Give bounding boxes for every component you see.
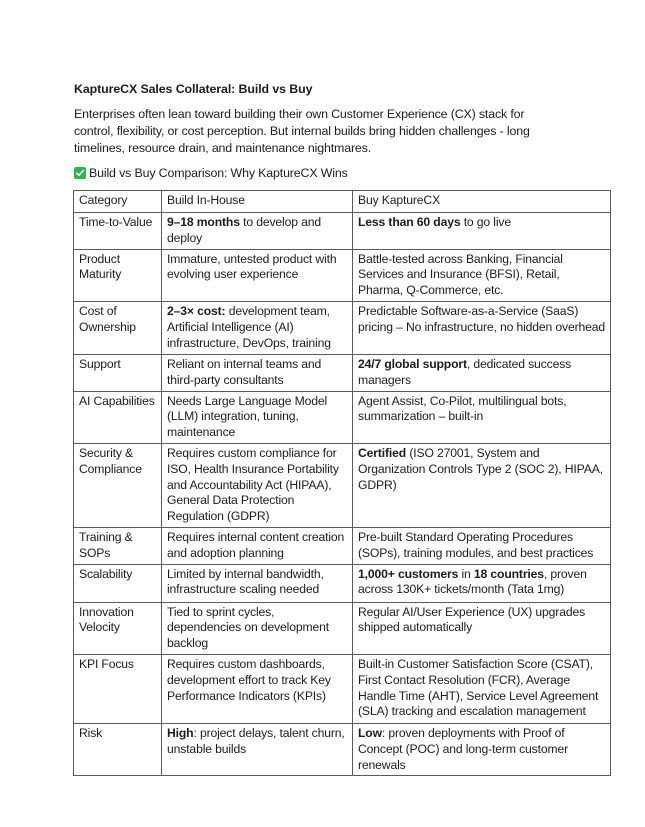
table-row: [74, 723, 611, 775]
cell-text: to develop and deploy: [167, 215, 321, 245]
build-in-house-cell: [162, 602, 353, 654]
header-category: Category: [74, 191, 162, 213]
cell-text: Tied to sprint cycles, dependencies on development backlog: [167, 604, 329, 651]
check-mark-button-icon: [74, 167, 86, 179]
cell-text: : project delays, talent churn, unstable builds: [167, 725, 345, 756]
cell-text: (ISO 27001, System and Organization Controls Type 2 (SOC 2), HIPAA, GDPR): [358, 445, 603, 492]
buy-kapturecx-cell: [353, 354, 611, 391]
table-header-row: [74, 191, 611, 213]
cell-text: Built-in Customer Satisfaction Score (CSAT), First Contact Resolution (FCR), Average Handle Time (AHT), Service Level Agreement (SLA) tracking and escalation management: [358, 656, 599, 719]
table-row: [74, 602, 611, 654]
cell-text: development team, Artificial Intelligence (AI) infrastructure, DevOps, training: [167, 303, 331, 350]
emphasis-text: 2–3× cost:: [167, 303, 226, 318]
comparison-table: [73, 190, 611, 776]
emphasis-text: 1,000+ customers: [358, 566, 459, 581]
table-row: [74, 527, 611, 564]
emphasis-text: 24/7 global support: [358, 356, 467, 371]
category-cell: Support: [74, 354, 162, 391]
category-cell: Training & SOPs: [74, 527, 162, 564]
table-row: [74, 301, 611, 354]
emphasis-text: Certified: [358, 445, 407, 460]
intro-paragraph: Enterprises often lean toward building their own Customer Experience (CX) stack for control, flexibility, or cost perception. But internal builds bring hidden challenges - long timelines, resource drain, and maintenance nightmares.: [74, 107, 530, 155]
document-page: [74, 80, 610, 182]
emphasis-text: 18 countries: [473, 566, 544, 581]
buy-kapturecx-cell: [353, 723, 611, 775]
buy-kapturecx-cell: [353, 213, 611, 250]
category-cell: Innovation Velocity: [74, 602, 162, 654]
category-cell: AI Capabilities: [74, 391, 162, 443]
cell-text: Agent Assist, Co-Pilot, multilingual bots, summarization – built-in: [358, 393, 567, 424]
buy-kapturecx-cell: [353, 564, 611, 602]
cell-text: Immature, untested product with evolving user experience: [167, 251, 337, 282]
table-row: [74, 391, 611, 443]
buy-kapturecx-cell: [353, 391, 611, 443]
table-row: [74, 213, 611, 250]
build-in-house-cell: [162, 213, 353, 250]
build-in-house-cell: [162, 723, 353, 775]
buy-kapturecx-cell: [353, 654, 611, 723]
cell-text: Needs Large Language Model (LLM) integration, tuning, maintenance: [167, 393, 328, 440]
subheading-text: Build vs Buy Comparison: Why KaptureCX Wins: [89, 166, 348, 181]
build-in-house-cell: [162, 391, 353, 443]
table-row: [74, 354, 611, 391]
buy-kapturecx-cell: [353, 443, 611, 527]
build-in-house-cell: [162, 443, 353, 527]
cell-text: Limited by internal bandwidth, infrastructure scaling needed: [167, 566, 324, 597]
cell-text: Regular AI/User Experience (UX) upgrades shipped automatically: [358, 604, 586, 635]
cell-text: Pre-built Standard Operating Procedures (SOPs), training modules, and best practices: [358, 529, 594, 560]
emphasis-text: High: [167, 725, 194, 740]
build-in-house-cell: [162, 249, 353, 301]
category-cell: KPI Focus: [74, 654, 162, 723]
buy-kapturecx-cell: [353, 602, 611, 654]
build-in-house-cell: [162, 527, 353, 564]
cell-text: in: [458, 566, 474, 581]
cell-text: Reliant on internal teams and third-party consultants: [167, 356, 322, 387]
table-row: [74, 654, 611, 723]
build-in-house-cell: [162, 564, 353, 602]
table-row: [74, 249, 611, 301]
cell-text: Predictable Software-as-a-Service (SaaS) pricing – No infrastructure, no hidden overhead: [358, 303, 606, 334]
build-in-house-cell: [162, 301, 353, 354]
buy-kapturecx-cell: [353, 249, 611, 301]
category-cell: Time-to-Value: [74, 213, 162, 250]
cell-text: Battle-tested across Banking, Financial Services and Insurance (BFSI), Retail, Pharma, Q-Commerce, etc.: [358, 251, 563, 298]
buy-kapturecx-cell: [353, 527, 611, 564]
emphasis-text: Low: [358, 725, 382, 740]
header-build-in-house: Build In-House: [162, 191, 353, 213]
document-title: KaptureCX Sales Collateral: Build vs Buy: [74, 82, 313, 96]
cell-text: to go live: [460, 215, 511, 229]
header-buy-kapturecx: Buy KaptureCX: [353, 191, 611, 213]
buy-kapturecx-cell: [353, 301, 611, 354]
category-cell: Scalability: [74, 564, 162, 602]
table-row: [74, 443, 611, 527]
emphasis-text: Less than 60 days: [358, 215, 461, 229]
cell-text: Requires custom compliance for ISO, Health Insurance Portability and Accountability Act (HIPAA), General Data Protection Regulation (GDPR): [167, 445, 339, 524]
table-row: [74, 564, 611, 602]
cell-text: : proven deployments with Proof of Concept (POC) and long-term customer renewals: [358, 725, 568, 772]
emphasis-text: 9–18 months: [167, 215, 240, 229]
comparison-subheading: [74, 164, 610, 182]
cell-text: Requires custom dashboards, development effort to track Key Performance Indicators (KPIs): [167, 656, 331, 703]
category-cell: Cost of Ownership: [74, 301, 162, 354]
build-in-house-cell: [162, 354, 353, 391]
category-cell: Risk: [74, 723, 162, 775]
cell-text: , dedicated success managers: [358, 356, 572, 387]
category-cell: Product Maturity: [74, 249, 162, 301]
cell-text: Requires internal content creation and adoption planning: [167, 529, 345, 560]
build-in-house-cell: [162, 654, 353, 723]
category-cell: Security & Compliance: [74, 443, 162, 527]
cell-text: , proven across 130K+ tickets/month (Tata 1mg): [358, 566, 587, 597]
